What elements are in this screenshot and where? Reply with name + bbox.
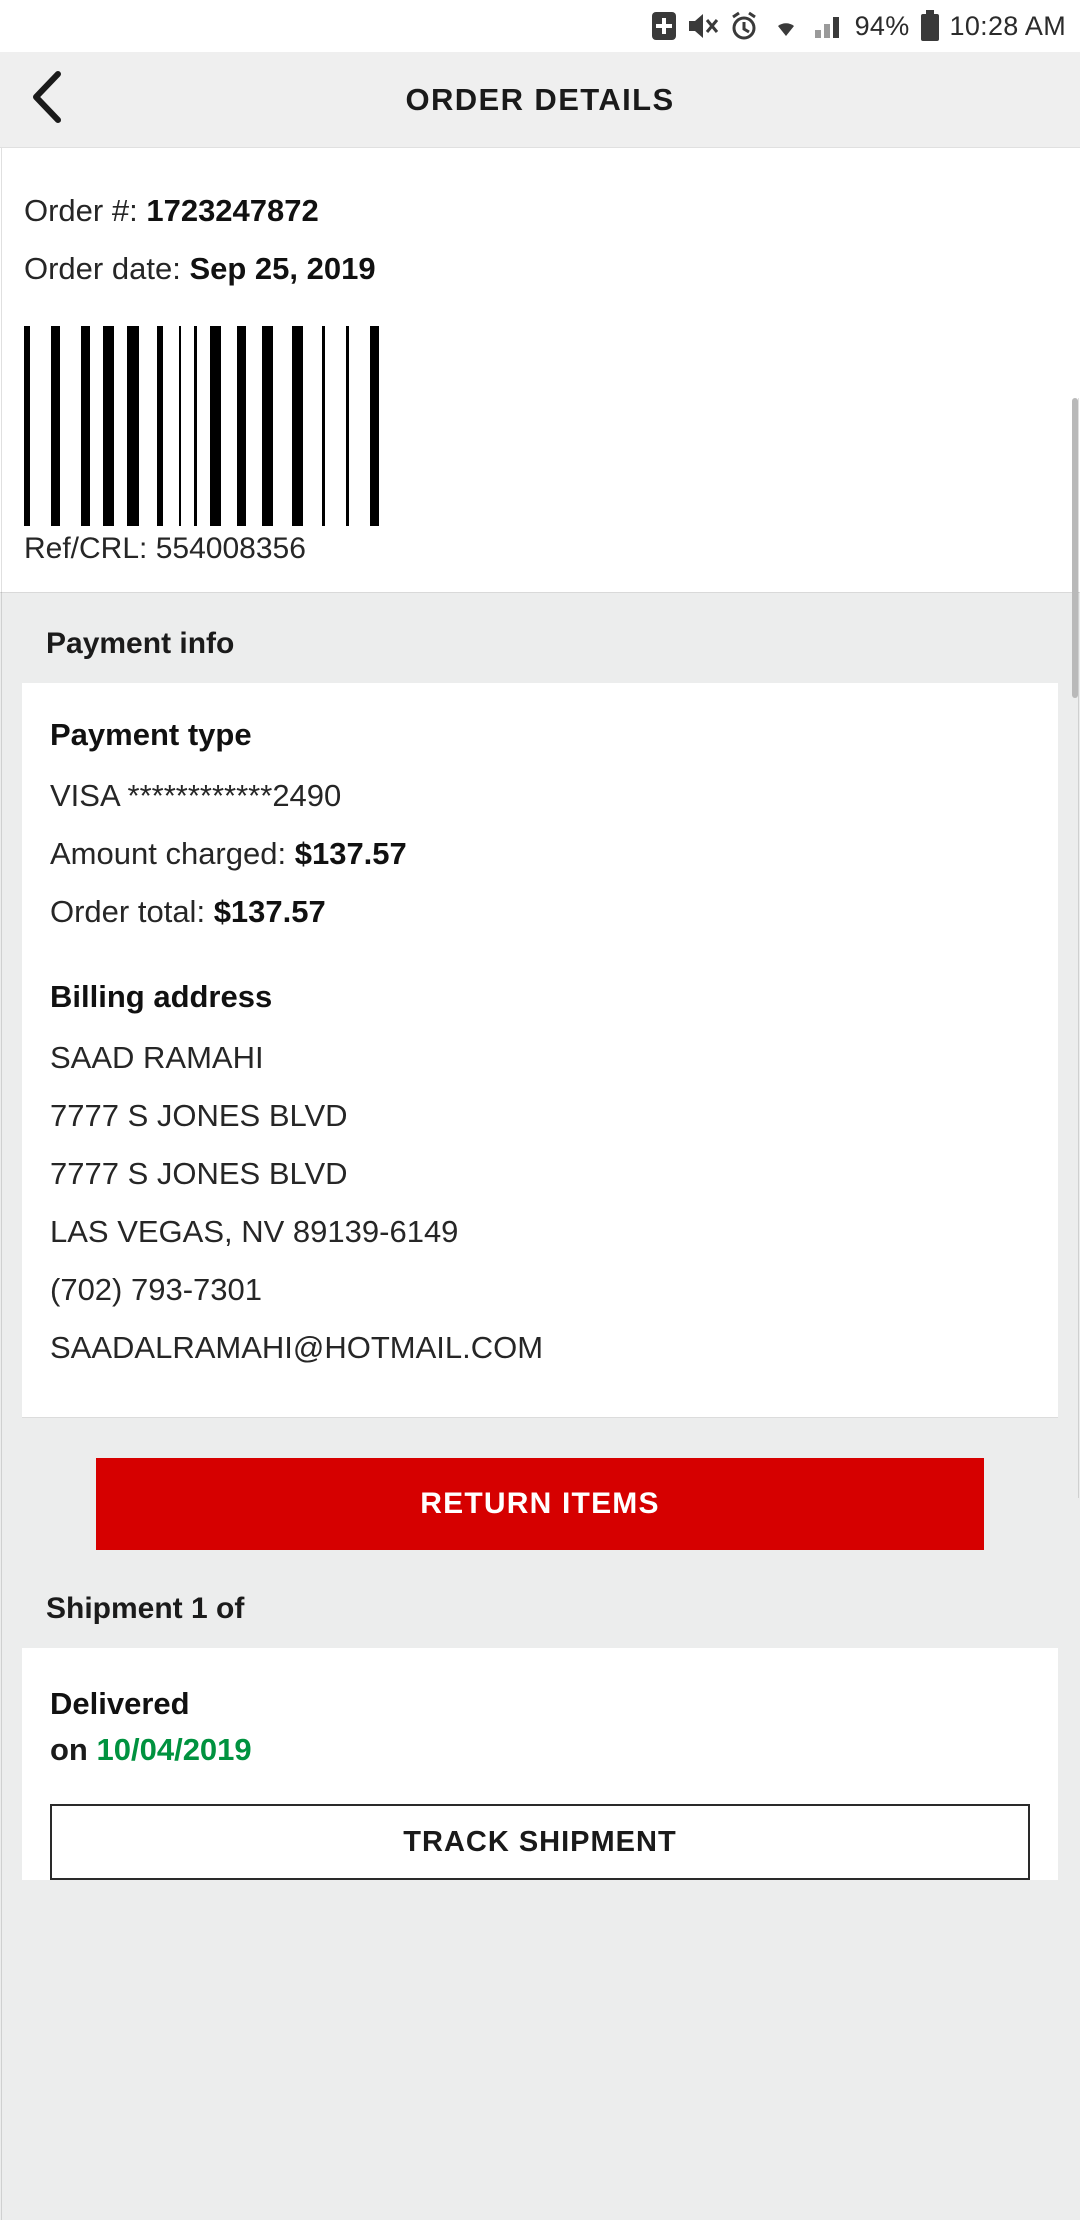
order-date-label: Order date: <box>24 251 181 286</box>
shipment-card <box>22 1648 1058 1880</box>
track-shipment-button[interactable]: TRACK SHIPMENT <box>50 1804 1030 1880</box>
order-date-value: Sep 25, 2019 <box>189 251 376 286</box>
payment-card-number: VISA ************2490 <box>50 778 342 813</box>
billing-phone: (702) 793-7301 <box>50 1272 262 1307</box>
return-items-wrap <box>0 1418 1080 1550</box>
billing-address-block <box>50 979 1030 1377</box>
order-number-value: 1723247872 <box>146 193 319 228</box>
order-ref-row <box>24 532 1056 566</box>
payment-type-heading: Payment type <box>50 717 252 752</box>
order-date-row <box>24 240 1056 298</box>
order-ref-label: Ref/CRL: <box>24 532 148 565</box>
billing-line: SAAD RAMAHI <box>50 1040 264 1075</box>
battery-percent: 94% <box>854 10 910 41</box>
signal-icon <box>813 12 845 40</box>
billing-line: 7777 S JONES BLVD <box>50 1098 348 1133</box>
order-total-value: $137.57 <box>213 894 326 929</box>
page-title: ORDER DETAILS <box>405 81 675 117</box>
order-total-row <box>50 883 1030 941</box>
shipment-status: Delivered <box>50 1686 190 1721</box>
amount-charged-label: Amount charged: <box>50 836 287 871</box>
wifi-icon <box>769 12 803 40</box>
order-number-row <box>24 182 1056 240</box>
delivery-date: 10/04/2019 <box>96 1732 252 1767</box>
billing-line: 7777 S JONES BLVD <box>50 1156 348 1191</box>
order-number-label: Order #: <box>24 193 138 228</box>
order-total-label: Order total: <box>50 894 206 929</box>
delivery-on-word: on <box>50 1732 88 1767</box>
status-bar <box>0 0 1080 52</box>
sim-card-icon <box>651 11 677 41</box>
mute-icon <box>687 11 719 41</box>
alarm-icon <box>729 11 759 41</box>
payment-info-heading: Payment info <box>46 627 235 660</box>
amount-charged-value: $137.57 <box>294 836 407 871</box>
shipment-heading: Shipment 1 of <box>46 1592 245 1625</box>
amount-charged-row <box>50 825 1030 883</box>
scrollbar-thumb[interactable] <box>1072 398 1078 698</box>
status-clock: 10:28 AM <box>949 10 1066 41</box>
shipment-delivery-date-row <box>50 1726 1030 1774</box>
order-barcode <box>24 326 384 526</box>
billing-address-heading: Billing address <box>50 979 273 1014</box>
order-summary-card <box>0 148 1080 593</box>
app-header <box>0 52 1080 148</box>
billing-email: SAADALRAMAHI@HOTMAIL.COM <box>50 1330 544 1365</box>
billing-line: LAS VEGAS, NV 89139-6149 <box>50 1214 459 1249</box>
payment-info-card <box>22 683 1058 1418</box>
order-details-scroll[interactable] <box>0 148 1080 2220</box>
battery-icon <box>920 10 940 42</box>
order-ref-value: 554008356 <box>155 532 306 565</box>
return-items-button[interactable]: RETURN ITEMS <box>96 1458 984 1550</box>
